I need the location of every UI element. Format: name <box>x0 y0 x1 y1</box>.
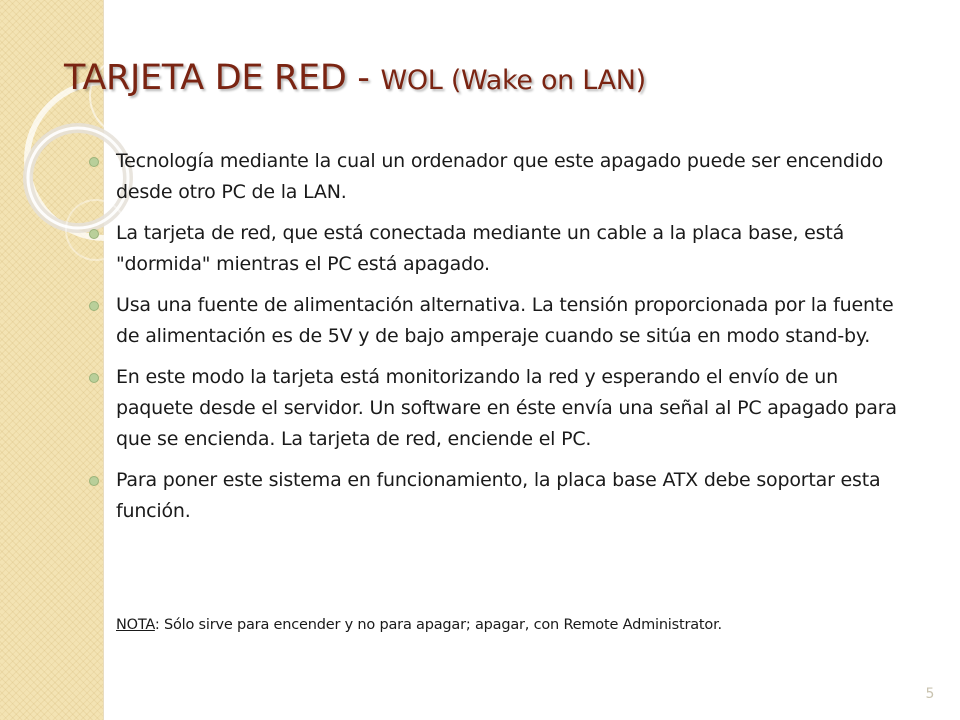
bullet-text: Para poner este sistema en funcionamiento, la placa base ATX debe soportar esta función. <box>116 469 881 522</box>
bullet-text: Usa una fuente de alimentación alternativa. La tensión proporcionada por la fuente de alimentación es de 5V y de bajo amperaje cuando se sitúa en modo stand-by. <box>116 294 894 347</box>
bullet-item <box>116 465 916 527</box>
bullet-item <box>116 290 916 352</box>
bullet-dot-icon <box>89 301 99 311</box>
title-main: TARJETA DE RED - <box>64 58 381 98</box>
bullet-dot-icon <box>89 373 99 383</box>
bullet-dot-icon <box>89 229 99 239</box>
bullet-dot-icon <box>89 476 99 486</box>
title-subtitle: WOL (Wake on LAN) <box>380 65 646 96</box>
bullet-text: Tecnología mediante la cual un ordenador que este apagado puede ser encendido desde otro PC de la LAN. <box>116 150 884 203</box>
decorative-side-strip <box>0 0 103 720</box>
side-strip-edge <box>103 0 104 720</box>
slide-title <box>64 58 646 98</box>
note <box>116 614 936 636</box>
bullet-list <box>116 146 916 537</box>
bullet-item <box>116 362 916 455</box>
page-number: 5 <box>925 686 935 702</box>
note-text: : Sólo sirve para encender y no para apagar; apagar, con Remote Administrator. <box>154 617 722 633</box>
bullet-item <box>116 218 916 280</box>
bullet-text: En este modo la tarjeta está monitorizando la red y esperando el envío de un paquete desde el servidor. Un software en éste envía una señal al PC apagado para que se encienda. La tarjeta de red, enciende el PC. <box>116 366 897 450</box>
note-label: NOTA <box>116 617 155 633</box>
bullet-text: La tarjeta de red, que está conectada mediante un cable a la placa base, está "dormida" mientras el PC está apagado. <box>116 222 845 275</box>
bullet-item <box>116 146 916 208</box>
bullet-dot-icon <box>89 157 99 167</box>
